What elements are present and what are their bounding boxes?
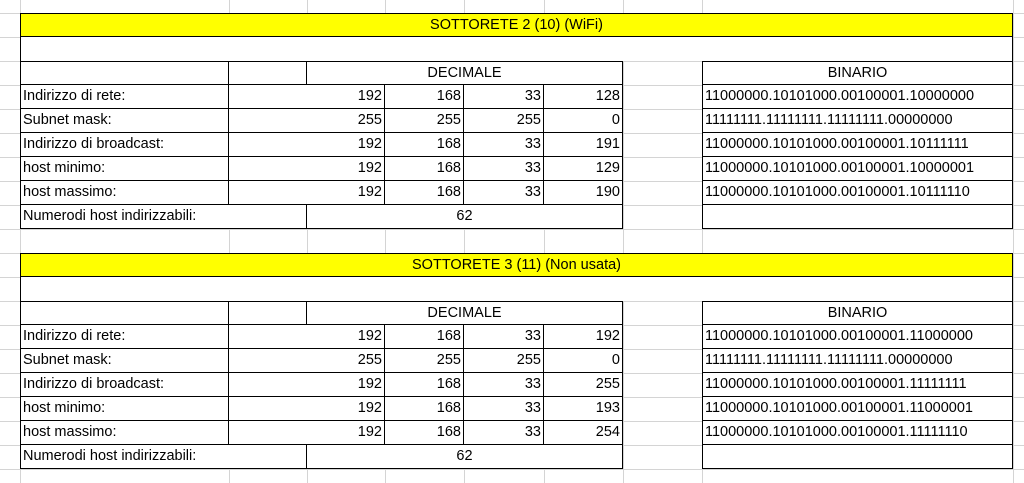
row-label-cell[interactable]: Indirizzo di broadcast: <box>20 133 229 157</box>
octet-cell-2[interactable]: 168 <box>385 157 464 181</box>
octet-cell-1[interactable]: 255 <box>229 349 385 373</box>
section-title-cell[interactable]: SOTTORETE 3 (11) (Non usata) <box>20 253 1013 277</box>
section-title-cell[interactable]: SOTTORETE 2 (10) (WiFi) <box>20 13 1013 37</box>
octet-cell-1[interactable]: 192 <box>229 133 385 157</box>
row-label-cell[interactable]: Indirizzo di rete: <box>20 85 229 109</box>
octet-cell-2[interactable]: 255 <box>385 349 464 373</box>
octet-cell-1[interactable]: 192 <box>229 181 385 205</box>
octet-cell-3[interactable]: 33 <box>464 133 544 157</box>
octet-cell-3[interactable]: 33 <box>464 373 544 397</box>
binary-cell[interactable]: 11111111.11111111.11111111.00000000 <box>702 109 1013 133</box>
octet-cell-3[interactable]: 33 <box>464 85 544 109</box>
binary-cell[interactable]: 11000000.10101000.00100001.11000000 <box>702 325 1013 349</box>
label-header-cell[interactable] <box>20 61 229 85</box>
octet-cell-1[interactable]: 192 <box>229 325 385 349</box>
spacer-cell[interactable] <box>229 61 307 85</box>
blank-cell[interactable] <box>20 277 1013 301</box>
binary-cell[interactable]: 11000000.10101000.00100001.11111111 <box>702 373 1013 397</box>
octet-cell-3[interactable]: 33 <box>464 397 544 421</box>
octet-cell-3[interactable]: 33 <box>464 157 544 181</box>
row-label-cell[interactable]: Subnet mask: <box>20 109 229 133</box>
gridline-horizontal <box>0 229 1024 230</box>
decimal-header-cell[interactable]: DECIMALE <box>307 301 623 325</box>
octet-cell-2[interactable]: 168 <box>385 181 464 205</box>
hosts-value-cell[interactable]: 62 <box>307 205 623 229</box>
binary-cell[interactable]: 11000000.10101000.00100001.11000001 <box>702 397 1013 421</box>
label-header-cell[interactable] <box>20 301 229 325</box>
binary-header-cell[interactable]: BINARIO <box>702 301 1013 325</box>
octet-cell-3[interactable]: 33 <box>464 181 544 205</box>
empty-binary-cell[interactable] <box>702 205 1013 229</box>
gridline-vertical <box>623 0 624 483</box>
gridline-horizontal <box>0 469 1024 470</box>
octet-cell-3[interactable]: 33 <box>464 421 544 445</box>
octet-cell-2[interactable]: 168 <box>385 325 464 349</box>
octet-cell-4[interactable]: 193 <box>544 397 623 421</box>
octet-cell-4[interactable]: 192 <box>544 325 623 349</box>
binary-cell[interactable]: 11000000.10101000.00100001.10000001 <box>702 157 1013 181</box>
binary-cell[interactable]: 11000000.10101000.00100001.11111110 <box>702 421 1013 445</box>
octet-cell-2[interactable]: 168 <box>385 421 464 445</box>
octet-cell-2[interactable]: 168 <box>385 133 464 157</box>
row-label-cell[interactable]: host massimo: <box>20 421 229 445</box>
row-label-cell[interactable]: Subnet mask: <box>20 349 229 373</box>
octet-cell-1[interactable]: 192 <box>229 85 385 109</box>
binary-cell[interactable]: 11000000.10101000.00100001.10111110 <box>702 181 1013 205</box>
hosts-value-cell[interactable]: 62 <box>307 445 623 469</box>
row-label-cell[interactable]: host minimo: <box>20 157 229 181</box>
octet-cell-2[interactable]: 255 <box>385 109 464 133</box>
octet-cell-2[interactable]: 168 <box>385 373 464 397</box>
octet-cell-3[interactable]: 255 <box>464 109 544 133</box>
octet-cell-4[interactable]: 0 <box>544 349 623 373</box>
binary-cell[interactable]: 11000000.10101000.00100001.10000000 <box>702 85 1013 109</box>
octet-cell-4[interactable]: 0 <box>544 109 623 133</box>
binary-header-cell[interactable]: BINARIO <box>702 61 1013 85</box>
octet-cell-4[interactable]: 128 <box>544 85 623 109</box>
binary-cell[interactable]: 11111111.11111111.11111111.00000000 <box>702 349 1013 373</box>
octet-cell-4[interactable]: 129 <box>544 157 623 181</box>
octet-cell-4[interactable]: 255 <box>544 373 623 397</box>
row-label-cell[interactable]: host minimo: <box>20 397 229 421</box>
octet-cell-4[interactable]: 191 <box>544 133 623 157</box>
hosts-label-cell[interactable]: Numerodi host indirizzabili: <box>20 205 307 229</box>
spacer-cell[interactable] <box>229 301 307 325</box>
binary-cell[interactable]: 11000000.10101000.00100001.10111111 <box>702 133 1013 157</box>
octet-cell-2[interactable]: 168 <box>385 397 464 421</box>
row-label-cell[interactable]: host massimo: <box>20 181 229 205</box>
octet-cell-4[interactable]: 190 <box>544 181 623 205</box>
octet-cell-1[interactable]: 255 <box>229 109 385 133</box>
octet-cell-3[interactable]: 33 <box>464 325 544 349</box>
octet-cell-1[interactable]: 192 <box>229 421 385 445</box>
blank-cell[interactable] <box>20 37 1013 61</box>
octet-cell-1[interactable]: 192 <box>229 373 385 397</box>
octet-cell-1[interactable]: 192 <box>229 397 385 421</box>
octet-cell-3[interactable]: 255 <box>464 349 544 373</box>
hosts-label-cell[interactable]: Numerodi host indirizzabili: <box>20 445 307 469</box>
row-label-cell[interactable]: Indirizzo di broadcast: <box>20 373 229 397</box>
octet-cell-4[interactable]: 254 <box>544 421 623 445</box>
gridline-vertical <box>1013 0 1014 483</box>
empty-binary-cell[interactable] <box>702 445 1013 469</box>
decimal-header-cell[interactable]: DECIMALE <box>307 61 623 85</box>
octet-cell-2[interactable]: 168 <box>385 85 464 109</box>
row-label-cell[interactable]: Indirizzo di rete: <box>20 325 229 349</box>
octet-cell-1[interactable]: 192 <box>229 157 385 181</box>
